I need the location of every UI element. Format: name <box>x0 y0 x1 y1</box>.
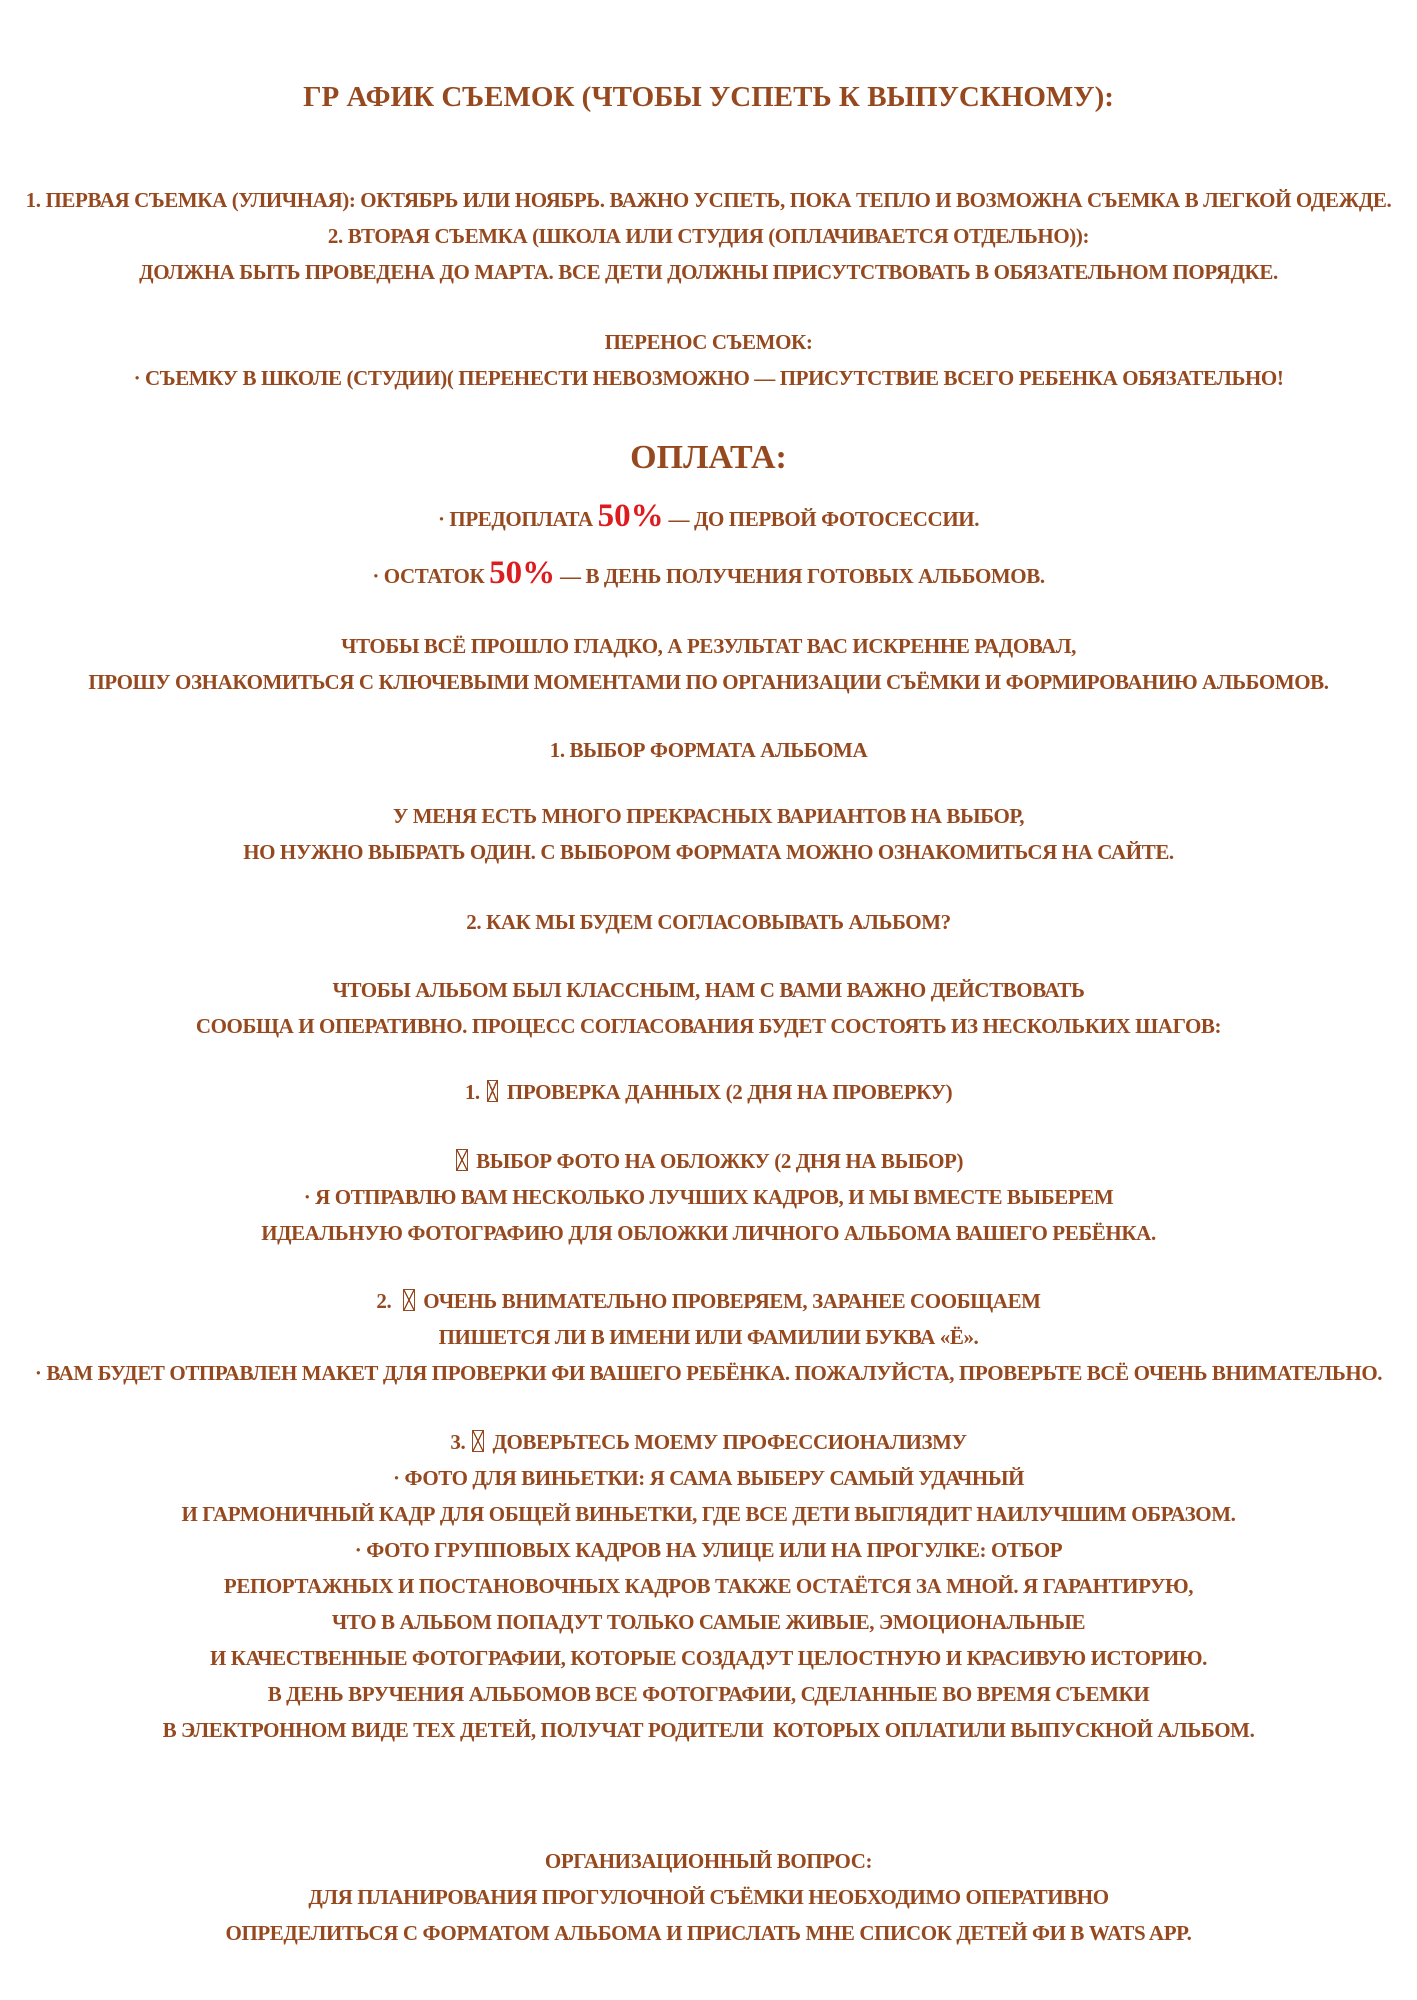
text-line <box>20 1319 1397 1355</box>
reschedule-policy <box>20 324 1397 396</box>
text-segment: ОРГАНИЗАЦИОННЫЙ ВОПРОС: <box>544 1849 873 1873</box>
professionalism <box>20 1424 1397 1748</box>
text-line <box>20 1424 1397 1460</box>
text-line <box>20 436 1397 480</box>
text-line <box>20 494 1397 541</box>
text-line <box>20 324 1397 360</box>
organizational-question <box>20 1843 1397 1951</box>
text-segment: · ПРЕДОПЛАТА <box>437 507 598 531</box>
text-line <box>20 1604 1397 1640</box>
format-body <box>20 798 1397 870</box>
text-line <box>20 182 1397 218</box>
text-segment: 1. <box>464 1080 485 1104</box>
highlight-percent: 50% <box>597 498 664 534</box>
text-segment: НО НУЖНО ВЫБРАТЬ ОДИН. С ВЫБОРОМ ФОРМАТА МОЖНО ОЗНАКОМИТЬСЯ НА САЙТЕ. <box>243 840 1174 864</box>
text-segment: ПРОШУ ОЗНАКОМИТЬСЯ С КЛЮЧЕВЫМИ МОМЕНТАМИ ПО ОРГАНИЗАЦИИ СЪЁМКИ И ФОРМИРОВАНИЮ АЛЬБОМОВ. <box>88 670 1329 694</box>
payment-heading <box>20 436 1397 480</box>
text-segment: СООБЩА И ОПЕРАТИВНО. ПРОЦЕСС СОГЛАСОВАНИЯ БУДЕТ СОСТОЯТЬ ИЗ НЕСКОЛЬКИХ ШАГОВ: <box>195 1014 1222 1038</box>
text-segment: ЧТО В АЛЬБОМ ПОПАДУТ ТОЛЬКО САМЫЕ ЖИВЫЕ, ЭМОЦИОНАЛЬНЫЕ <box>331 1610 1086 1634</box>
payment-balance <box>20 551 1397 598</box>
text-segment: · ВАМ БУДЕТ ОТПРАВЛЕН МАКЕТ ДЛЯ ПРОВЕРКИ ФИ ВАШЕГО РЕБЁНКА. ПОЖАЛУЙСТА, ПРОВЕРЬТЕ ВСЁ ОЧЕНЬ ВНИМАТЕЛЬНО. <box>34 1361 1383 1385</box>
text-line <box>20 834 1397 870</box>
text-segment: · СЪЕМКУ В ШКОЛЕ (СТУДИИ)( ПЕРЕНЕСТИ НЕВОЗМОЖНО — ПРИСУТСТВИЕ ВСЕГО РЕБЕНКА ОБЯЗАТЕЛЬНО! <box>133 366 1284 390</box>
text-segment: ПЕРЕНОС СЪЕМОК: <box>604 330 813 354</box>
text-segment: ДОЛЖНА БЫТЬ ПРОВЕДЕНА ДО МАРТА. ВСЕ ДЕТИ ДОЛЖНЫ ПРИСУТСТВОВАТЬ В ОБЯЗАТЕЛЬНОМ ПОРЯДКЕ. <box>139 260 1278 284</box>
text-line <box>20 1355 1397 1391</box>
text-line <box>20 76 1397 118</box>
text-line <box>20 1532 1397 1568</box>
text-line <box>20 1460 1397 1496</box>
payment-prepay <box>20 494 1397 541</box>
text-segment: И КАЧЕСТВЕННЫЕ ФОТОГРАФИИ, КОТОРЫЕ СОЗДАДУТ ЦЕЛОСТНУЮ И КРАСИВУЮ ИСТОРИЮ. <box>209 1646 1207 1670</box>
text-segment: ОПЛАТА: <box>630 439 787 476</box>
text-segment: 1. ВЫБОР ФОРМАТА АЛЬБОМА <box>549 738 868 762</box>
text-segment: 2. <box>376 1289 402 1313</box>
text-segment: · ФОТО ДЛЯ ВИНЬЕТКИ: Я САМА ВЫБЕРУ САМЫЙ УДАЧНЫЙ <box>392 1466 1025 1490</box>
text-line <box>20 732 1397 768</box>
missing-glyph-box <box>403 1289 415 1310</box>
text-line <box>20 972 1397 1008</box>
text-segment: В ЭЛЕКТРОННОМ ВИДЕ ТЕХ ДЕТЕЙ, ПОЛУЧАТ РОДИТЕЛИ КОТОРЫХ ОПЛАТИЛИ ВЫПУСКНОЙ АЛЬБОМ. <box>162 1718 1255 1742</box>
text-line <box>20 1215 1397 1251</box>
name-check <box>20 1283 1397 1391</box>
text-segment: · ФОТО ГРУППОВЫХ КАДРОВ НА УЛИЦЕ ИЛИ НА ПРОГУЛКЕ: ОТБОР <box>354 1538 1063 1562</box>
text-line <box>20 904 1397 940</box>
text-segment: ОЧЕНЬ ВНИМАТЕЛЬНО ПРОВЕРЯЕМ, ЗАРАНЕЕ СООБЩАЕМ <box>418 1289 1041 1313</box>
text-segment: ДЛЯ ПЛАНИРОВАНИЯ ПРОГУЛОЧНОЙ СЪЁМКИ НЕОБХОДИМО ОПЕРАТИВНО <box>308 1885 1109 1909</box>
text-segment: ГР АФИК СЪЕМОК (ЧТОБЫ УСПЕТЬ К ВЫПУСКНОМУ): <box>303 81 1114 113</box>
highlight-percent: 50% <box>489 555 556 591</box>
text-line <box>20 1676 1397 1712</box>
text-segment: · ОСТАТОК <box>372 564 490 588</box>
text-line <box>20 1008 1397 1044</box>
cover-photo <box>20 1143 1397 1251</box>
text-line <box>20 1915 1397 1951</box>
text-segment: ЧТОБЫ ВСЁ ПРОШЛО ГЛАДКО, А РЕЗУЛЬТАТ ВАС ИСКРЕННЕ РАДОВАЛ, <box>341 634 1076 658</box>
step-data-check <box>20 1074 1397 1110</box>
text-segment: У МЕНЯ ЕСТЬ МНОГО ПРЕКРАСНЫХ ВАРИАНТОВ НА ВЫБОР, <box>392 804 1025 828</box>
text-segment: И ГАРМОНИЧНЫЙ КАДР ДЛЯ ОБЩЕЙ ВИНЬЕТКИ, ГДЕ ВСЕ ДЕТИ ВЫГЛЯДИТ НАИЛУЧШИМ ОБРАЗОМ. <box>181 1502 1236 1526</box>
text-line <box>20 1568 1397 1604</box>
text-segment: ПРОВЕРКА ДАННЫХ (2 ДНЯ НА ПРОВЕРКУ) <box>502 1080 953 1104</box>
missing-glyph-box <box>472 1430 484 1451</box>
format-heading <box>20 732 1397 768</box>
text-segment: 2. ВТОРАЯ СЪЕМКА (ШКОЛА ИЛИ СТУДИЯ (ОПЛАЧИВАЕТСЯ ОТДЕЛЬНО)): <box>327 224 1090 248</box>
text-segment: 1. ПЕРВАЯ СЪЕМКА (УЛИЧНАЯ): ОКТЯБРЬ ИЛИ НОЯБРЬ. ВАЖНО УСПЕТЬ, ПОКА ТЕПЛО И ВОЗМОЖНА СЪЕМКА В ЛЕГКОЙ ОДЕЖДЕ. <box>25 188 1392 212</box>
text-segment: ВЫБОР ФОТО НА ОБЛОЖКУ (2 ДНЯ НА ВЫБОР) <box>471 1149 964 1173</box>
text-segment: · Я ОТПРАВЛЮ ВАМ НЕСКОЛЬКО ЛУЧШИХ КАДРОВ, И МЫ ВМЕСТЕ ВЫБЕРЕМ <box>303 1185 1114 1209</box>
text-segment: ЧТОБЫ АЛЬБОМ БЫЛ КЛАССНЫМ, НАМ С ВАМИ ВАЖНО ДЕЙСТВОВАТЬ <box>332 978 1085 1002</box>
text-line <box>20 1496 1397 1532</box>
text-line <box>20 1843 1397 1879</box>
intro-note <box>20 628 1397 700</box>
missing-glyph-box <box>487 1080 499 1101</box>
text-line <box>20 798 1397 834</box>
text-line <box>20 1712 1397 1748</box>
approval-heading <box>20 904 1397 940</box>
text-line <box>20 551 1397 598</box>
text-segment: 2. КАК МЫ БУДЕМ СОГЛАСОВЫВАТЬ АЛЬБОМ? <box>466 910 951 934</box>
text-line <box>20 664 1397 700</box>
text-segment: — ДО ПЕРВОЙ ФОТОСЕССИИ. <box>663 507 980 531</box>
text-line <box>20 1640 1397 1676</box>
text-line <box>20 1074 1397 1110</box>
text-line <box>20 218 1397 254</box>
document-content <box>20 76 1397 1951</box>
text-segment: ПИШЕТСЯ ЛИ В ИМЕНИ ИЛИ ФАМИЛИИ БУКВА «Ё». <box>438 1325 979 1349</box>
text-line <box>20 1143 1397 1179</box>
text-line <box>20 628 1397 664</box>
text-line <box>20 254 1397 290</box>
shooting-schedule <box>20 182 1397 290</box>
text-line <box>20 1879 1397 1915</box>
text-segment: — В ДЕНЬ ПОЛУЧЕНИЯ ГОТОВЫХ АЛЬБОМОВ. <box>555 564 1045 588</box>
approval-body <box>20 972 1397 1044</box>
text-line <box>20 1283 1397 1319</box>
text-segment: РЕПОРТАЖНЫХ И ПОСТАНОВОЧНЫХ КАДРОВ ТАКЖЕ ОСТАЁТСЯ ЗА МНОЙ. Я ГАРАНТИРУЮ, <box>223 1574 1194 1598</box>
text-segment: В ДЕНЬ ВРУЧЕНИЯ АЛЬБОМОВ ВСЕ ФОТОГРАФИИ, СДЕЛАННЫЕ ВО ВРЕМЯ СЪЕМКИ <box>267 1682 1150 1706</box>
missing-glyph-box <box>456 1149 468 1170</box>
text-line <box>20 360 1397 396</box>
text-segment: ДОВЕРЬТЕСЬ МОЕМУ ПРОФЕССИОНАЛИЗМУ <box>487 1430 967 1454</box>
text-segment: 3. <box>450 1430 471 1454</box>
text-segment: ИДЕАЛЬНУЮ ФОТОГРАФИЮ ДЛЯ ОБЛОЖКИ ЛИЧНОГО АЛЬБОМА ВАШЕГО РЕБЁНКА. <box>261 1221 1156 1245</box>
page-title <box>20 76 1397 118</box>
text-line <box>20 1179 1397 1215</box>
text-segment: ОПРЕДЕЛИТЬСЯ С ФОРМАТОМ АЛЬБОМА И ПРИСЛАТЬ МНЕ СПИСОК ДЕТЕЙ ФИ В WATS APP. <box>225 1921 1192 1945</box>
